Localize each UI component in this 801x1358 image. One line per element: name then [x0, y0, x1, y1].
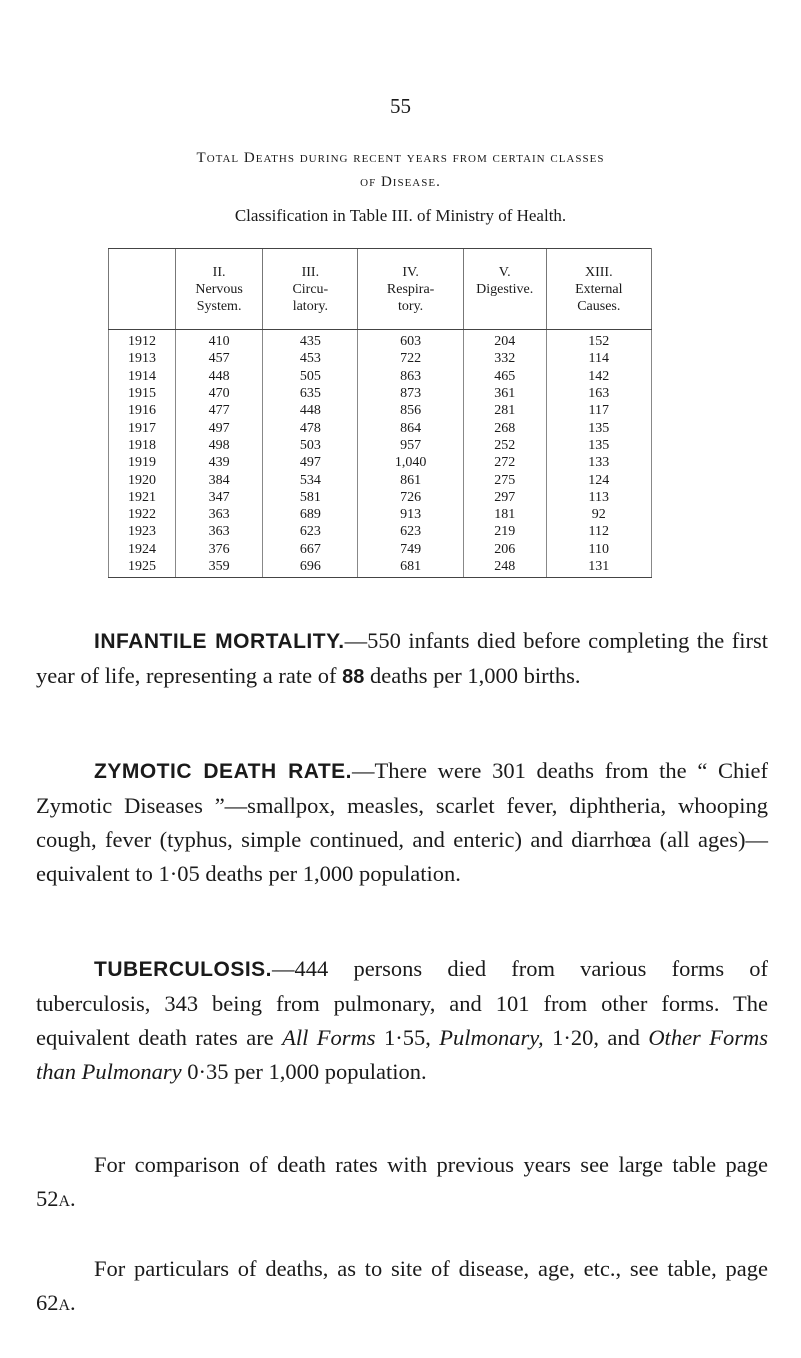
value-cell: 581: [263, 489, 358, 506]
value-cell: 856: [358, 402, 463, 419]
value-cell: 248: [463, 558, 546, 578]
table-row: [109, 437, 652, 454]
value-cell: 603: [358, 330, 463, 351]
table-row: [109, 454, 652, 471]
infant-rate: 88: [342, 666, 365, 688]
value-cell: 297: [463, 489, 546, 506]
value-cell: 204: [463, 330, 546, 351]
title-line-2: of Disease.: [360, 174, 441, 190]
value-cell: 453: [263, 350, 358, 367]
table-row: [109, 368, 652, 385]
value-cell: 219: [463, 523, 546, 540]
infantile-heading: INFANTILE MORTALITY.: [94, 630, 345, 653]
zymotic-heading: ZYMOTIC DEATH RATE.: [94, 760, 353, 783]
value-cell: 470: [175, 385, 262, 402]
header-respiratory: IV. Respira- tory.: [358, 249, 463, 330]
table-row: [109, 489, 652, 506]
table-row: [109, 385, 652, 402]
table-header-row: [109, 249, 652, 330]
value-cell: 110: [546, 541, 651, 558]
value-cell: 477: [175, 402, 262, 419]
table-title: [0, 146, 801, 194]
value-cell: 957: [358, 437, 463, 454]
value-cell: 873: [358, 385, 463, 402]
year-cell: 1916: [109, 402, 176, 419]
table-body: [109, 330, 652, 578]
value-cell: 163: [546, 385, 651, 402]
value-cell: 112: [546, 523, 651, 540]
table-row: [109, 419, 652, 436]
value-cell: 359: [175, 558, 262, 578]
value-cell: 913: [358, 506, 463, 523]
year-cell: 1923: [109, 523, 176, 540]
tuberculosis-paragraph: TUBERCULOSIS.—444 persons died from various forms of tuberculosis, 343 being from pulmonary, and 101 from other forms. The equivalent death rates are All Forms 1·55, Pulmonary, 1·20, and Other Forms than Pulmonary 0·35 per 1,000 population.: [36, 956, 768, 1084]
value-cell: 635: [263, 385, 358, 402]
value-cell: 133: [546, 454, 651, 471]
value-cell: 113: [546, 489, 651, 506]
value-cell: 268: [463, 419, 546, 436]
value-cell: 505: [263, 368, 358, 385]
value-cell: 332: [463, 350, 546, 367]
value-cell: 152: [546, 330, 651, 351]
value-cell: 497: [263, 454, 358, 471]
year-cell: 1921: [109, 489, 176, 506]
table-row: [109, 402, 652, 419]
year-cell: 1917: [109, 419, 176, 436]
value-cell: 503: [263, 437, 358, 454]
header-nervous: II. Nervous System.: [175, 249, 262, 330]
value-cell: 534: [263, 471, 358, 488]
value-cell: 497: [175, 419, 262, 436]
header-external: XIII. External Causes.: [546, 249, 651, 330]
value-cell: 863: [358, 368, 463, 385]
year-cell: 1912: [109, 330, 176, 351]
zymotic-paragraph: ZYMOTIC DEATH RATE.—There were 301 deaths from the “ Chief Zymotic Diseases ”—smallpox, measles, scarlet fever, diphtheria, whooping cough, fever (typhus, simple continued, and enteric) and diarrhœa (all ages)—equivalent to 1·05 deaths per 1,000 population.: [36, 758, 768, 886]
value-cell: 363: [175, 523, 262, 540]
value-cell: 457: [175, 350, 262, 367]
table-row: [109, 350, 652, 367]
year-cell: 1915: [109, 385, 176, 402]
value-cell: 252: [463, 437, 546, 454]
value-cell: 376: [175, 541, 262, 558]
comparison-page-ref: 52a.: [36, 1186, 76, 1211]
year-cell: 1922: [109, 506, 176, 523]
tuberculosis-heading: TUBERCULOSIS.: [94, 958, 273, 981]
value-cell: 92: [546, 506, 651, 523]
value-cell: 623: [263, 523, 358, 540]
page-number: 55: [390, 94, 411, 118]
header-circulatory: III. Circu- latory.: [263, 249, 358, 330]
value-cell: 448: [263, 402, 358, 419]
deaths-table: [108, 248, 652, 578]
value-cell: 435: [263, 330, 358, 351]
value-cell: 135: [546, 437, 651, 454]
value-cell: 117: [546, 402, 651, 419]
value-cell: 124: [546, 471, 651, 488]
value-cell: 696: [263, 558, 358, 578]
value-cell: 347: [175, 489, 262, 506]
value-cell: 749: [358, 541, 463, 558]
value-cell: 131: [546, 558, 651, 578]
value-cell: 681: [358, 558, 463, 578]
table-row: [109, 330, 652, 351]
year-cell: 1925: [109, 558, 176, 578]
value-cell: 272: [463, 454, 546, 471]
title-line-1: Total Deaths during recent years from certain classes: [196, 150, 605, 166]
year-cell: 1920: [109, 471, 176, 488]
value-cell: 1,040: [358, 454, 463, 471]
value-cell: 114: [546, 350, 651, 367]
particulars-paragraph: For particulars of deaths, as to site of disease, age, etc., see table, page 62a.: [36, 1256, 768, 1315]
infantile-mortality-paragraph: INFANTILE MORTALITY.—550 infants died before completing the first year of life, representing a rate of 88 deaths per 1,000 births.: [36, 628, 768, 688]
value-cell: 135: [546, 419, 651, 436]
value-cell: 361: [463, 385, 546, 402]
value-cell: 623: [358, 523, 463, 540]
value-cell: 498: [175, 437, 262, 454]
value-cell: 861: [358, 471, 463, 488]
table-row: [109, 471, 652, 488]
table-row: [109, 558, 652, 578]
value-cell: 410: [175, 330, 262, 351]
value-cell: 465: [463, 368, 546, 385]
value-cell: 275: [463, 471, 546, 488]
value-cell: 478: [263, 419, 358, 436]
value-cell: 181: [463, 506, 546, 523]
year-cell: 1919: [109, 454, 176, 471]
year-cell: 1924: [109, 541, 176, 558]
year-cell: 1913: [109, 350, 176, 367]
table-row: [109, 506, 652, 523]
header-year: [109, 249, 176, 330]
value-cell: 448: [175, 368, 262, 385]
table-row: [109, 523, 652, 540]
value-cell: 439: [175, 454, 262, 471]
value-cell: 726: [358, 489, 463, 506]
value-cell: 689: [263, 506, 358, 523]
table-row: [109, 541, 652, 558]
particulars-page-ref: 62a.: [36, 1290, 76, 1315]
value-cell: 864: [358, 419, 463, 436]
value-cell: 281: [463, 402, 546, 419]
value-cell: 142: [546, 368, 651, 385]
value-cell: 722: [358, 350, 463, 367]
value-cell: 384: [175, 471, 262, 488]
value-cell: 667: [263, 541, 358, 558]
header-digestive: V. Digestive.: [463, 249, 546, 330]
table-subtitle: Classification in Table III. of Ministry of Health.: [234, 206, 567, 225]
value-cell: 363: [175, 506, 262, 523]
year-cell: 1914: [109, 368, 176, 385]
comparison-paragraph: For comparison of death rates with previous years see large table page 52a.: [36, 1152, 768, 1211]
value-cell: 206: [463, 541, 546, 558]
year-cell: 1918: [109, 437, 176, 454]
